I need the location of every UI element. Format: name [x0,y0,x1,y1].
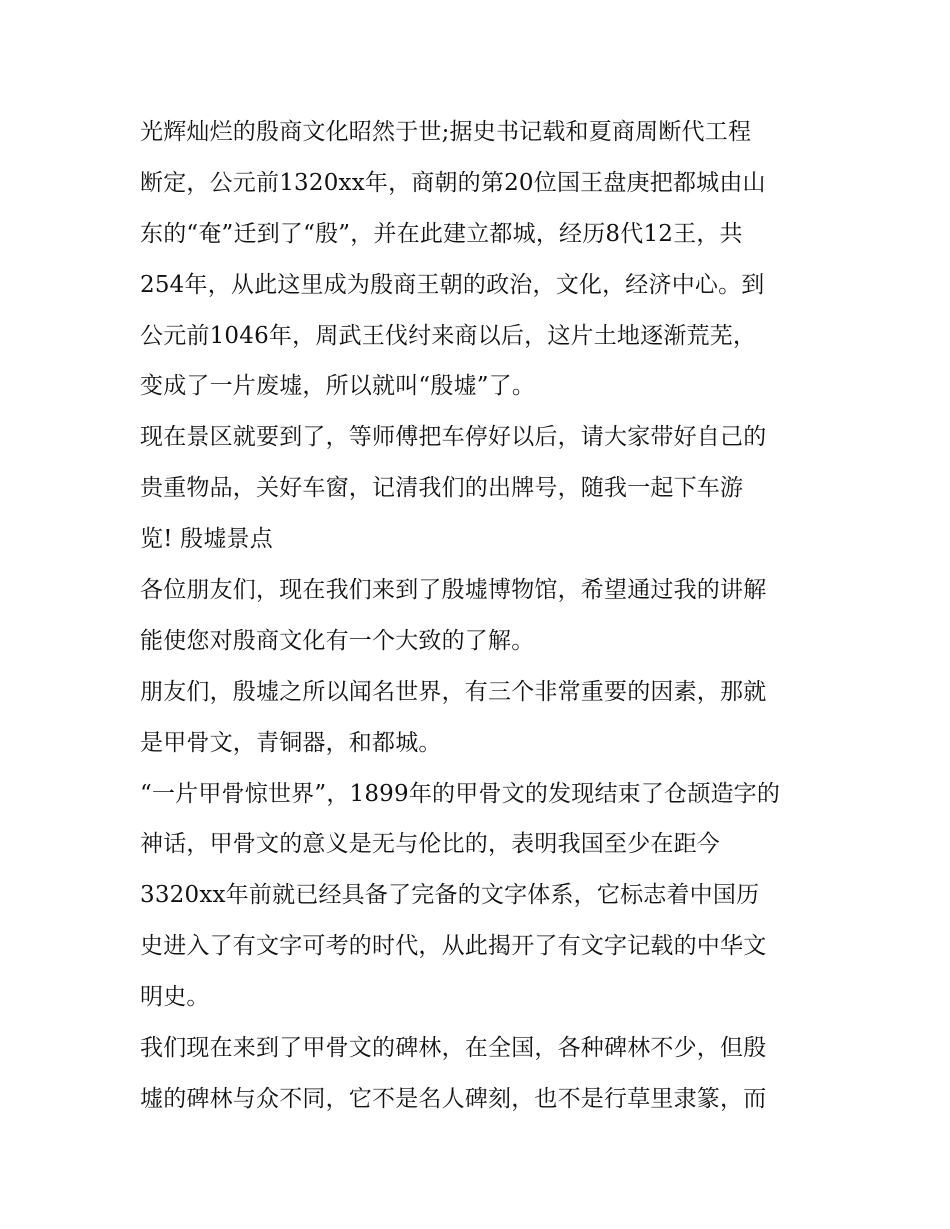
text-line: 史进入了有文字可考的时代，从此揭开了有文字记载的中华文 [140,933,767,960]
text-line: 光辉灿烂的殷商文化昭然于世;据史书记载和夏商周断代工程 [140,119,752,145]
text-line: 公元前1046年，周武王伐纣来商以后，这片土地逐渐荒芜， [140,322,757,349]
text-line: 是甲骨文，青铜器，和都城。 [140,729,442,756]
text-line: “一片甲骨惊世界”，1899年的甲骨文的发现结束了仓颉造字的 [140,780,781,807]
text-line: 我们现在来到了甲骨文的碑林，在全国，各种碑林不少，但殷 [140,1035,767,1062]
text-line: 朋友们，殷墟之所以闻名世界，有三个非常重要的因素，那就 [140,678,767,705]
text-line: 断定，公元前1320xx年，商朝的第20位国王盘庚把都城由山 [140,169,766,196]
text-line: 254年，从此这里成为殷商王朝的政治，文化，经济中心。到 [140,271,765,298]
text-line: 现在景区就要到了，等师傅把车停好以后，请大家带好自己的 [140,424,767,451]
document-body [140,107,820,1125]
text-line: 神话，甲骨文的意义是无与伦比的，表明我国至少在距今 [140,831,720,858]
text-line: 贵重物品，关好车窗，记清我们的出牌号，随我一起下车游 [140,475,744,502]
text-line: 东的“奄”迁到了“殷”，并在此建立都城，经历8代12王，共 [140,220,743,247]
text-line: 各位朋友们，现在我们来到了殷墟博物馆，希望通过我的讲解 [140,577,767,604]
text-line: 3320xx年前就已经具备了完备的文字体系，它标志着中国历 [140,882,760,909]
text-line: 明史。 [140,984,210,1011]
text-line: 墟的碑林与众不同，它不是名人碑刻，也不是行草里隶篆，而 [140,1085,767,1112]
text-line: 览! 殷墟景点 [140,526,273,553]
text-line: 变成了一片废墟，所以就叫“殷墟”了。 [140,373,536,400]
text-line: 能使您对殷商文化有一个大致的了解。 [140,627,535,654]
